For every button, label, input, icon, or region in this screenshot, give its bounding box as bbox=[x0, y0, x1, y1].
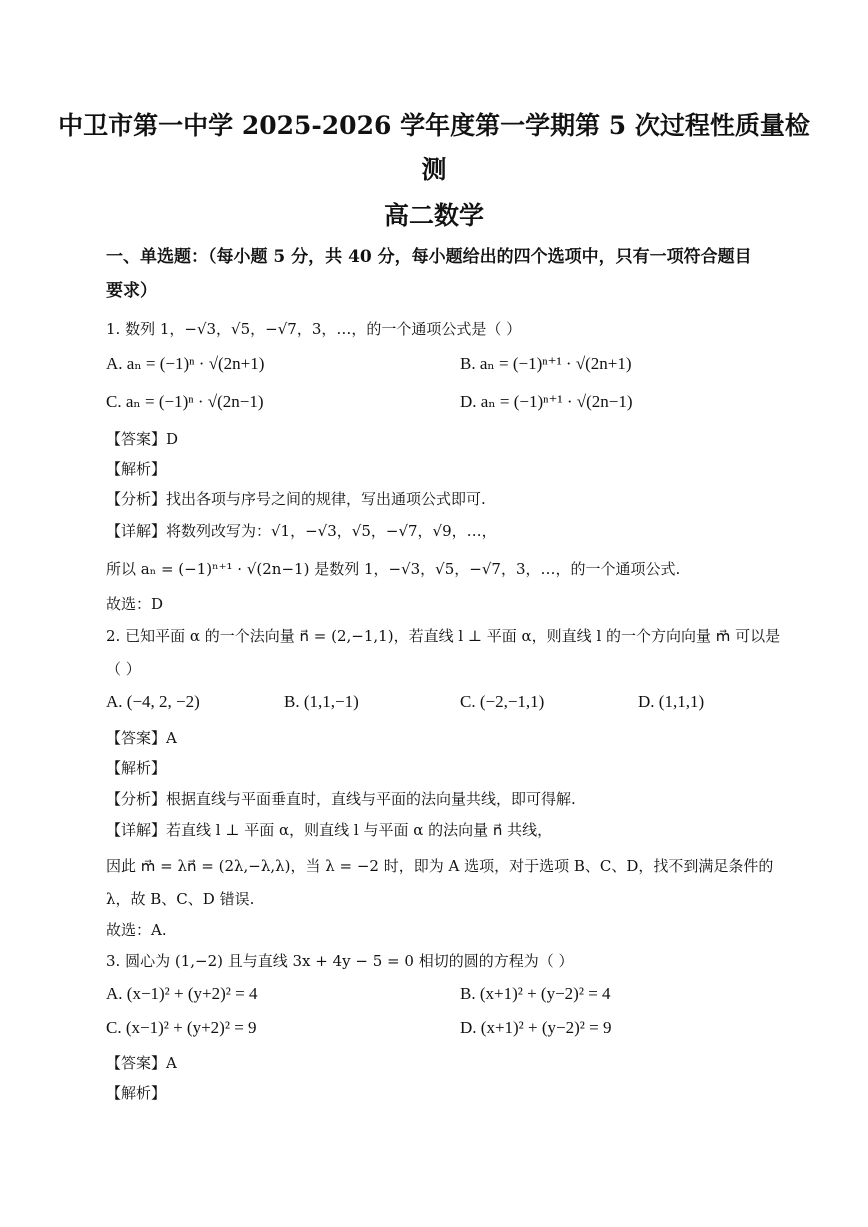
exam-title-line1: 中卫市第一中学 2025-2026 学年度第一学期第 5 次过程性质量检 bbox=[58, 111, 810, 140]
section-heading-line2: 要求） bbox=[106, 281, 157, 301]
q1-detail: 【详解】将数列改写为：√1，−√3，√5，−√7，√9，…， bbox=[106, 522, 497, 540]
q1-option-c: C. aₙ = (−1)ⁿ · √(2n−1) bbox=[106, 392, 264, 411]
q2-option-d: D. (1,1,1) bbox=[638, 692, 705, 711]
q1-choice: 故选：D bbox=[106, 595, 164, 613]
q3-analysis-label: 【解析】 bbox=[106, 1084, 167, 1102]
q1-analysis-label: 【解析】 bbox=[106, 460, 167, 478]
q2-answer: 【答案】A bbox=[106, 729, 177, 747]
q2-detail: 【详解】若直线 l ⊥ 平面 α，则直线 l 与平面 α 的法向量 n⃗ 共线， bbox=[106, 821, 553, 839]
q2-stem-continued: （ ） bbox=[106, 660, 141, 678]
q2-choice: 故选：A. bbox=[106, 921, 167, 939]
q1-conclusion: 所以 aₙ = (−1)ⁿ⁺¹ · √(2n−1) 是数列 1，−√3，√5，−√7，3，…，的一个通项公式. bbox=[106, 560, 681, 578]
q3-option-a: A. (x−1)² + (y+2)² = 4 bbox=[106, 984, 258, 1003]
q1-option-b: B. aₙ = (−1)ⁿ⁺¹ · √(2n+1) bbox=[460, 354, 632, 373]
q2-detail2: 因此 m⃗ = λn⃗ = (2λ,−λ,λ)，当 λ = −2 时，即为 A 选项，对于选项 B、C、D，找不到满足条件的 bbox=[106, 857, 774, 875]
q3-option-d: D. (x+1)² + (y−2)² = 9 bbox=[460, 1018, 612, 1037]
q2-stem: 2. 已知平面 α 的一个法向量 n⃗ = (2,−1,1)，若直线 l ⊥ 平面 α，则直线 l 的一个方向向量 m⃗ 可以是 bbox=[106, 627, 781, 645]
q2-detail3: λ，故 B、C、D 错误. bbox=[106, 890, 255, 908]
q1-option-a: A. aₙ = (−1)ⁿ · √(2n+1) bbox=[106, 354, 265, 373]
q2-analysis-label: 【解析】 bbox=[106, 759, 167, 777]
q3-stem: 3. 圆心为 (1,−2) 且与直线 3x + 4y − 5 = 0 相切的圆的方程为（ ） bbox=[106, 952, 574, 970]
exam-title-line2: 测 bbox=[421, 155, 447, 184]
section-heading-line1: 一、单选题：（每小题 5 分，共 40 分，每小题给出的四个选项中，只有一项符合题目 bbox=[106, 247, 752, 267]
q3-option-c: C. (x−1)² + (y+2)² = 9 bbox=[106, 1018, 257, 1037]
q1-answer: 【答案】D bbox=[106, 430, 179, 448]
q1-option-d: D. aₙ = (−1)ⁿ⁺¹ · √(2n−1) bbox=[460, 392, 633, 411]
q2-analysis: 【分析】根据直线与平面垂直时，直线与平面的法向量共线，即可得解. bbox=[106, 790, 576, 808]
exam-subtitle: 高二数学 bbox=[383, 201, 484, 230]
q2-option-a: A. (−4, 2, −2) bbox=[106, 692, 200, 711]
q2-option-b: B. (1,1,−1) bbox=[284, 692, 359, 711]
q1-stem: 1. 数列 1，−√3，√5，−√7，3，…，的一个通项公式是（ ） bbox=[106, 320, 522, 338]
q2-option-c: C. (−2,−1,1) bbox=[460, 692, 545, 711]
q3-option-b: B. (x+1)² + (y−2)² = 4 bbox=[460, 984, 611, 1003]
q3-answer: 【答案】A bbox=[106, 1054, 177, 1072]
q1-analysis: 【分析】找出各项与序号之间的规律，写出通项公式即可. bbox=[106, 490, 486, 508]
